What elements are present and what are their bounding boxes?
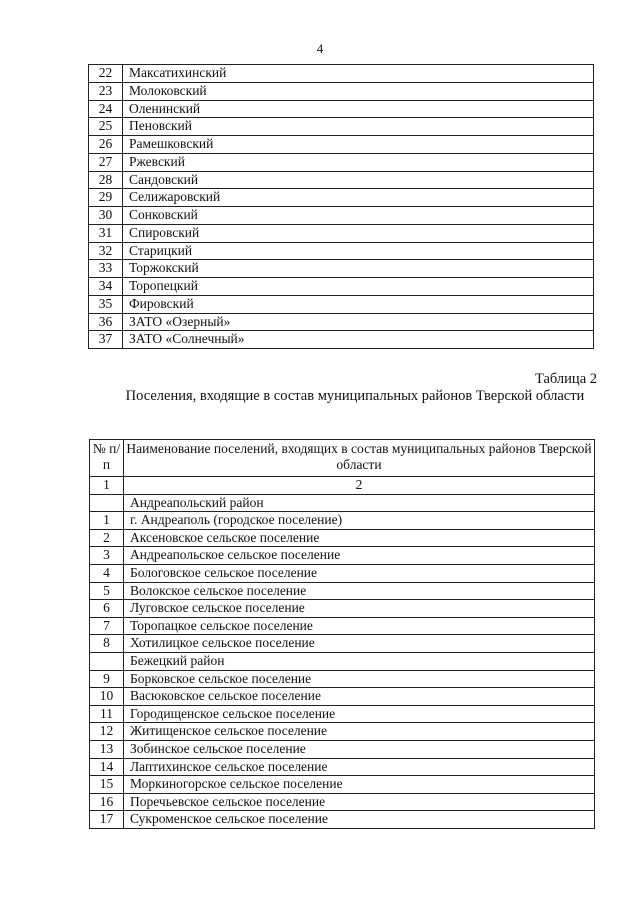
table-row [89,65,594,83]
row-number-cell: 34 [89,278,123,296]
table-row [90,758,595,776]
table-row [89,100,594,118]
row-name-cell: Спировский [123,224,594,242]
row-name-cell: Волокское сельское поселение [124,582,595,600]
row-name-cell: Торопацкое сельское поселение [124,617,595,635]
table-label: Таблица 2 [534,371,597,387]
row-number-cell: 25 [89,118,123,136]
row-number-cell: 11 [90,705,124,723]
row-name-cell: Ржевский [123,153,594,171]
table-caption: Поселения, входящие в состав муниципальных районов Тверской области [125,388,585,404]
table-row [89,278,594,296]
row-number-cell: 27 [89,153,123,171]
row-name-cell: Максатихинский [123,65,594,83]
row-number-cell: 12 [90,723,124,741]
table-row [89,118,594,136]
table-row [90,652,595,670]
row-number-cell: 31 [89,224,123,242]
row-name-cell: Фировский [123,295,594,313]
row-number-cell: 26 [89,136,123,154]
row-number-cell: 17 [90,811,124,829]
row-number-cell: 16 [90,793,124,811]
row-name-cell: Аксеновское сельское поселение [124,529,595,547]
row-number-cell: 7 [90,617,124,635]
row-number-cell: 9 [90,670,124,688]
table-row [89,153,594,171]
table-row [89,136,594,154]
row-name-cell: Сукроменское сельское поселение [124,811,595,829]
table-row [89,295,594,313]
row-name-cell: Селижаровский [123,189,594,207]
column-number-row [90,477,595,495]
page-number: 4 [316,41,324,56]
table-row [90,617,595,635]
row-name-cell: Сандовский [123,171,594,189]
row-number-cell: 23 [89,82,123,100]
settlements-table [89,439,595,829]
row-name-cell: Бологовское сельское поселение [124,564,595,582]
row-name-cell: Луговское сельское поселение [124,600,595,618]
table-row [90,776,595,794]
row-name-cell: Городищенское сельское поселение [124,705,595,723]
row-name-cell: Сонковский [123,207,594,225]
table-row [89,207,594,225]
header-number-cell: № п/п [90,440,124,477]
table-row [89,242,594,260]
row-number-cell: 4 [90,564,124,582]
row-name-cell: Поречьевское сельское поселение [124,793,595,811]
row-number-cell: 14 [90,758,124,776]
row-number-cell: 15 [90,776,124,794]
row-number-cell: 33 [89,260,123,278]
districts-table-continued [88,64,594,349]
row-name-cell: Торопецкий [123,278,594,296]
row-name-cell: Андреапольское сельское поселение [124,547,595,565]
row-name-cell: Андреапольский район [124,494,595,512]
table-row [90,793,595,811]
column-number-2: 2 [124,477,595,495]
table-row [89,171,594,189]
table-row [90,740,595,758]
row-name-cell: Моркиногорское сельское поселение [124,776,595,794]
table-row [89,224,594,242]
row-number-cell [90,652,124,670]
table-header-row [90,440,595,477]
row-number-cell: 29 [89,189,123,207]
row-number-cell: 13 [90,740,124,758]
row-name-cell: Торжокский [123,260,594,278]
row-number-cell: 32 [89,242,123,260]
row-number-cell: 3 [90,547,124,565]
row-number-cell: 6 [90,600,124,618]
row-name-cell: Пеновский [123,118,594,136]
table-row [89,189,594,207]
row-name-cell: Бежецкий район [124,652,595,670]
table-row [90,494,595,512]
row-name-cell: Молоковский [123,82,594,100]
row-number-cell: 30 [89,207,123,225]
table-row [90,705,595,723]
row-name-cell: Лаптихинское сельское поселение [124,758,595,776]
table-row [90,512,595,530]
table-row [90,688,595,706]
districts-table-body [89,65,594,349]
table-row [90,723,595,741]
table-row [90,547,595,565]
table-row [90,811,595,829]
table-row [89,313,594,331]
row-number-cell: 2 [90,529,124,547]
row-number-cell: 10 [90,688,124,706]
row-number-cell: 5 [90,582,124,600]
table-row [89,331,594,349]
table-row [90,600,595,618]
row-name-cell: Житищенское сельское поселение [124,723,595,741]
row-name-cell: Борковское сельское поселение [124,670,595,688]
table-row [90,582,595,600]
row-number-cell [90,494,124,512]
row-number-cell: 22 [89,65,123,83]
row-name-cell: Хотилицкое сельское поселение [124,635,595,653]
table-row [90,529,595,547]
row-name-cell: г. Андреаполь (городское поселение) [124,512,595,530]
column-number-1: 1 [90,477,124,495]
row-number-cell: 1 [90,512,124,530]
row-name-cell: Васюковское сельское поселение [124,688,595,706]
row-number-cell: 35 [89,295,123,313]
row-name-cell: Старицкий [123,242,594,260]
header-name-cell: Наименование поселений, входящих в состав муниципальных районов Тверской области [124,440,595,477]
table-row [90,635,595,653]
row-name-cell: ЗАТО «Озерный» [123,313,594,331]
table-row [90,670,595,688]
row-name-cell: Оленинский [123,100,594,118]
row-number-cell: 24 [89,100,123,118]
row-number-cell: 36 [89,313,123,331]
row-number-cell: 8 [90,635,124,653]
table-row [89,260,594,278]
table-row [90,564,595,582]
settlements-table-body [90,440,595,829]
row-name-cell: Рамешковский [123,136,594,154]
row-name-cell: Зобинское сельское поселение [124,740,595,758]
row-name-cell: ЗАТО «Солнечный» [123,331,594,349]
row-number-cell: 37 [89,331,123,349]
table-row [89,82,594,100]
row-number-cell: 28 [89,171,123,189]
